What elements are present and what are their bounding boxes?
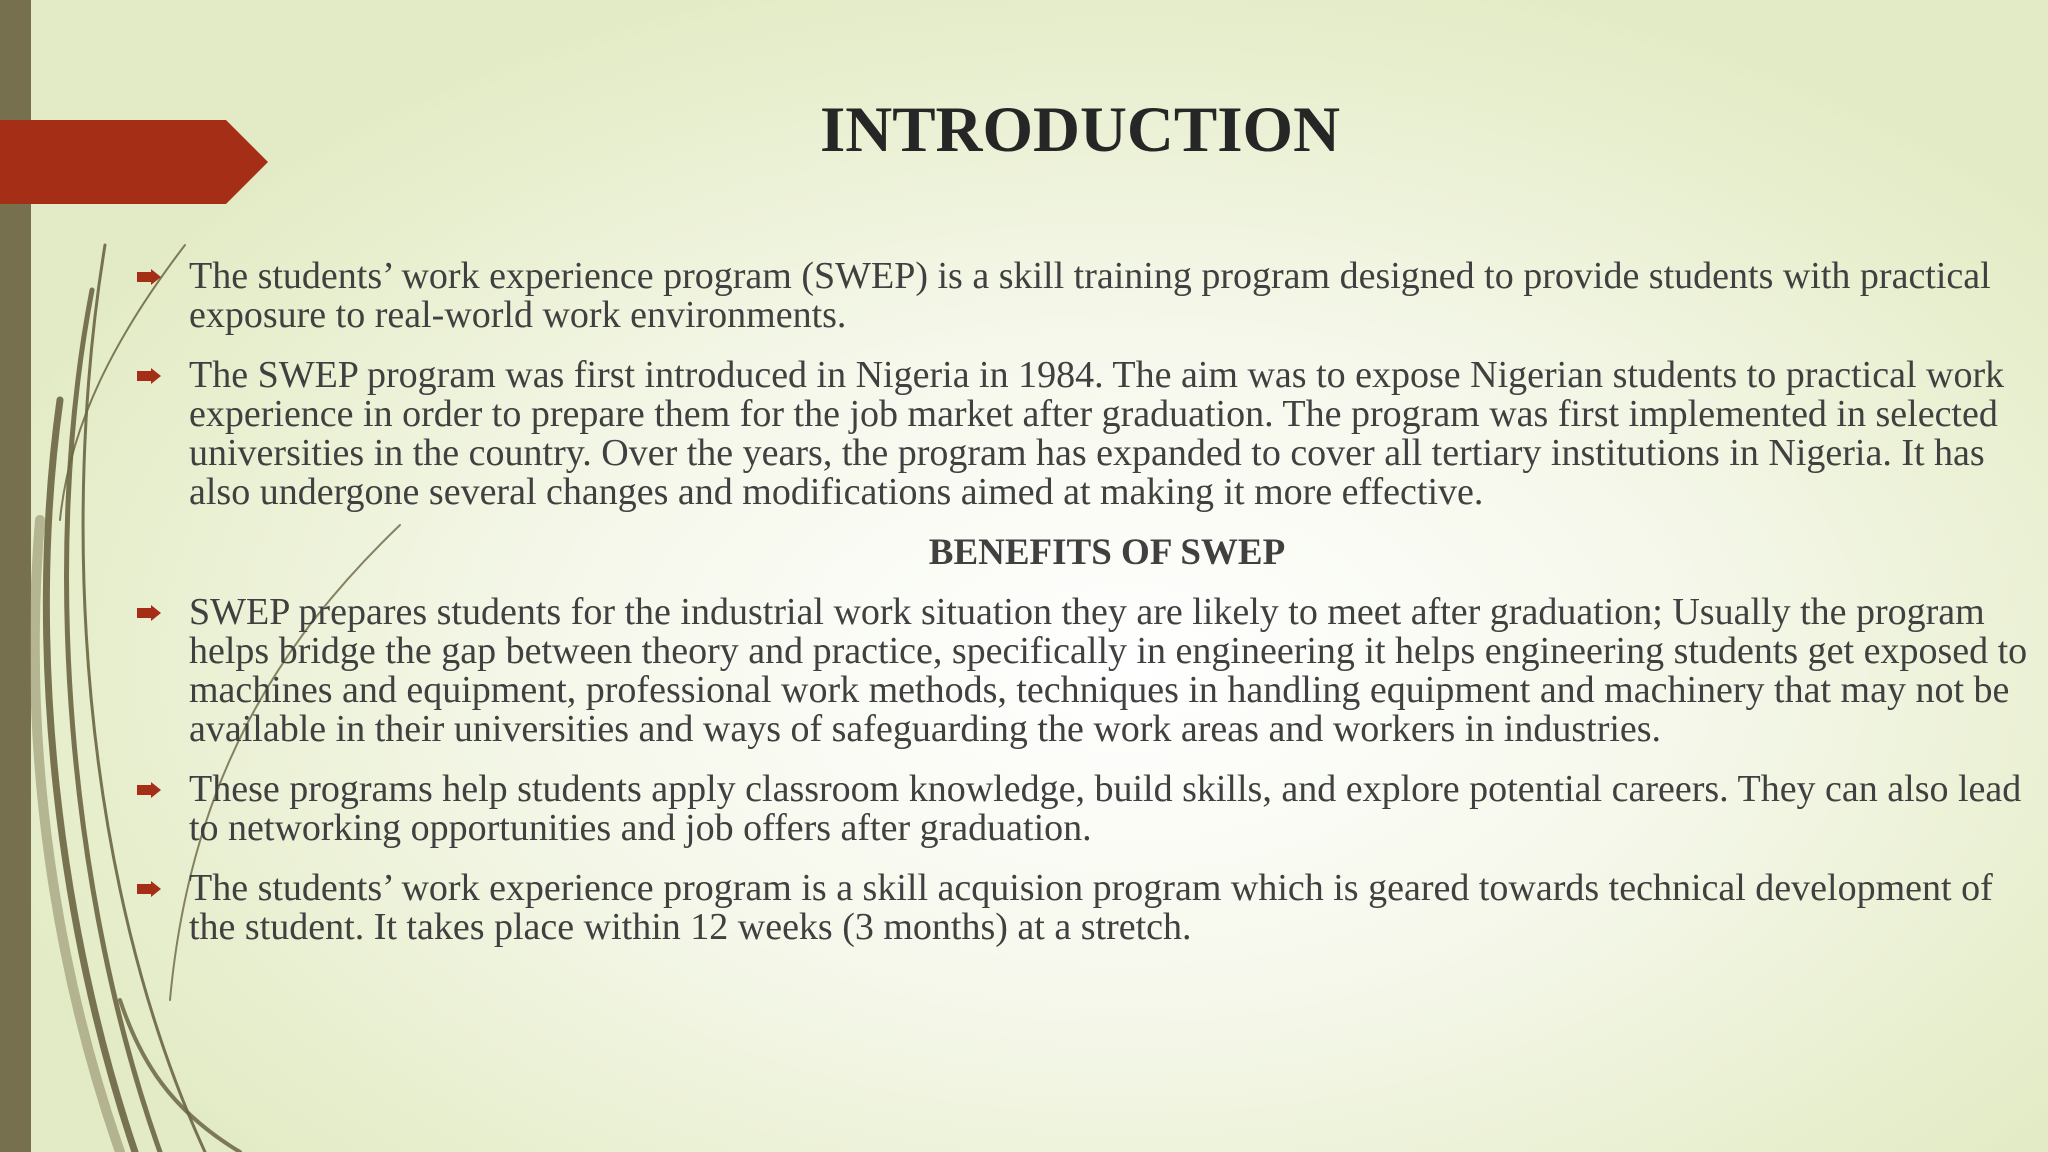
bullet-item [137, 593, 2037, 749]
bullet-item [137, 770, 2037, 848]
arrow-right-icon [137, 881, 161, 897]
arrow-right-icon [137, 269, 161, 285]
slide-content [137, 257, 2037, 968]
bullet-item [137, 869, 2037, 947]
arrow-right-icon [137, 605, 161, 621]
page-title: INTRODUCTION [819, 94, 1341, 166]
section-subheading: BENEFITS OF SWEP [928, 532, 1286, 573]
bullet-text: The students’ work experience program is a skill acquision program which is geared towards technical development of the student. It takes place within 12 weeks (3 months) at a stretch. [189, 867, 1993, 948]
bullet-item [137, 356, 2037, 512]
bullet-text: The students’ work experience program (SWEP) is a skill training program designed to provide students with practical exposure to real-world work environments. [189, 255, 1991, 336]
bullet-text: SWEP prepares students for the industrial work situation they are likely to meet after graduation; Usually the program helps bridge the gap between theory and practice, specifically in engineering it helps engineering students get exposed to machines and equipment, professional work methods, techniques in handling equipment and machinery that may not be available in their universities and ways of safeguarding the work areas and workers in industries. [189, 591, 2028, 750]
bullet-text: These programs help students apply classroom knowledge, build skills, and explore potential careers. They can also lead to networking opportunities and job offers after graduation. [189, 768, 2022, 849]
arrow-right-icon [137, 368, 161, 384]
arrow-right-icon [137, 782, 161, 798]
bullet-text: The SWEP program was first introduced in Nigeria in 1984. The aim was to expose Nigerian students to practical work experience in order to prepare them for the job market after graduation. The program was first implemented in selected universities in the country. Over the years, the program has expanded to cover all tertiary institutions in Nigeria. It has also undergone several changes and modifications aimed at making it more effective. [189, 354, 2005, 513]
bullet-item [137, 257, 2037, 335]
